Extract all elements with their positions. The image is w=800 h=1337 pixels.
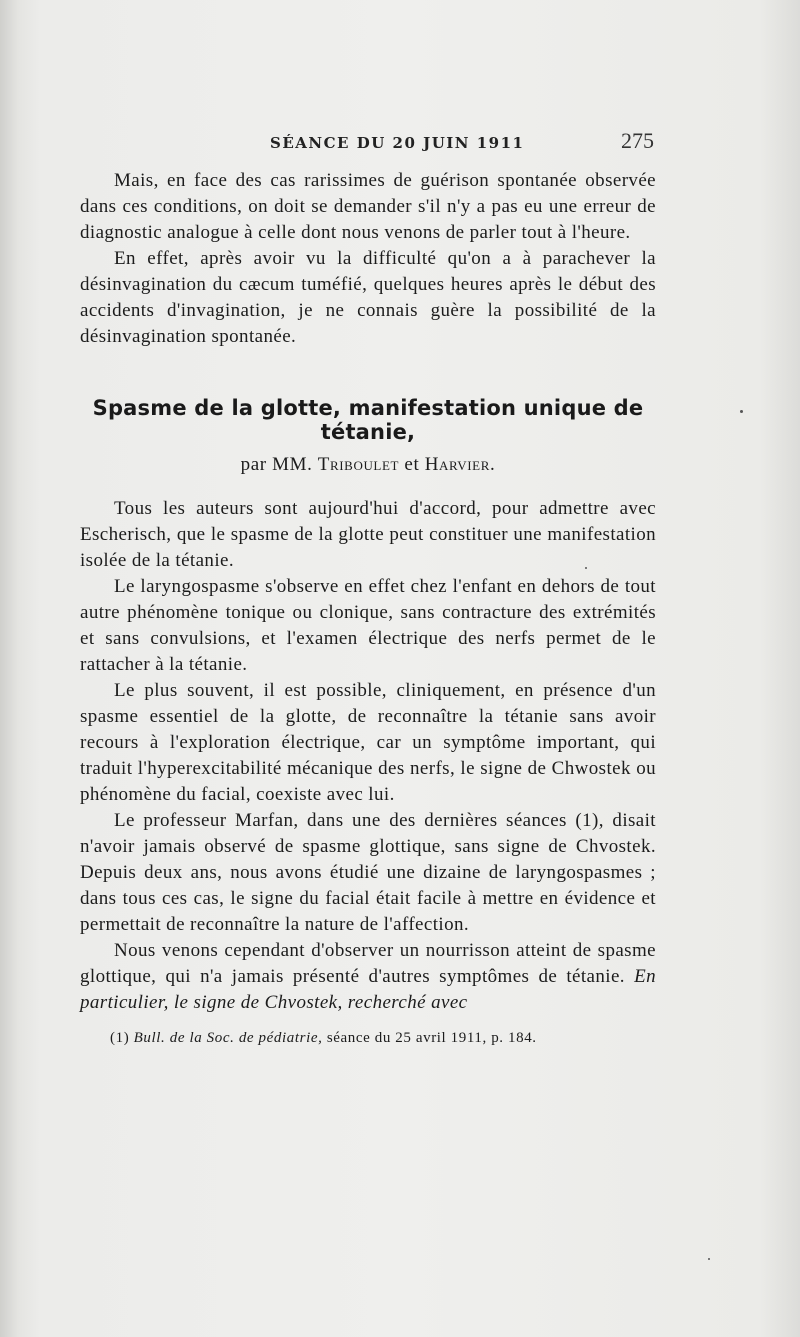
author-name: Harvier.	[424, 454, 496, 475]
paragraph: Mais, en face des cas rarissimes de guérison spontanée observée dans ces conditions, on doit se demander s'il n'y a pas eu une erreur de diagnostic analogue à celle dont nous venons de parler tout à l'heure.	[80, 170, 656, 243]
article-heading: Spasme de la glotte, manifestation unique de tétanie,	[92, 396, 644, 444]
running-title: SÉANCE DU 20 JUIN 1911	[270, 134, 525, 152]
paper-speck	[740, 410, 743, 413]
footnote-journal: Bull. de la Soc. de pédiatrie,	[133, 1030, 323, 1046]
page-number: 275	[621, 128, 654, 153]
paper-speck	[708, 1258, 710, 1260]
paragraph: Le professeur Marfan, dans une des dernières séances (1), disait n'avoir jamais observé de spasme glottique, sans signe de Chvostek. Depuis deux ans, nous avons étudié une dizaine de laryngospasmes ; dans tous ces cas, le signe du facial était facile à mettre en évidence et permettait de reconnaître la nature de l'affection.	[80, 810, 656, 935]
byline	[80, 454, 656, 476]
paragraph: Le laryngospasme s'observe en effet chez l'enfant en dehors de tout autre phénomène tonique ou clonique, sans contracture des extrémités et sans convulsions, et l'examen électrique des nerfs permet de le rattacher à la tétanie.	[80, 576, 656, 675]
paragraph	[80, 938, 656, 1016]
footnote-details: séance du 25 avril 1911, p. 184.	[326, 1030, 537, 1046]
paragraph: Le plus souvent, il est possible, cliniquement, en présence d'un spasme essentiel de la glotte, de reconnaître la tétanie sans avoir recours à l'exploration électrique, car un symptôme important, qui traduit l'hyperexcitabilité mécanique des nerfs, le signe de Chwostek ou phénomène du facial, coexiste avec lui.	[80, 680, 656, 805]
footnote-marker: (1)	[110, 1030, 130, 1046]
italic-text: En particulier, le signe de Chvostek, recherché avec	[80, 966, 657, 1013]
paragraph-text: Nous venons cependant d'observer un nourrisson atteint de spasme glottique, qui n'a jamais présenté d'autres symptômes de tétanie.	[80, 940, 656, 987]
byline-prefix: par MM.	[240, 454, 313, 475]
text-column	[80, 126, 656, 1047]
paragraph: En effet, après avoir vu la difficulté qu'on a à parachever la désinvagination du cæcum tuméfié, quelques heures après le début des accidents d'invagination, je ne connais guère la possibilité de la désinvagination spontanée.	[80, 248, 656, 347]
footnote	[80, 1030, 656, 1047]
paper-speck	[585, 567, 587, 569]
running-header	[80, 126, 656, 158]
author-name: Triboulet	[317, 454, 400, 475]
paragraph: Tous les auteurs sont aujourd'hui d'accord, pour admettre avec Escherisch, que le spasme de la glotte peut constituer une manifestation isolée de la tétanie.	[80, 498, 656, 571]
byline-joiner: et	[404, 454, 420, 475]
